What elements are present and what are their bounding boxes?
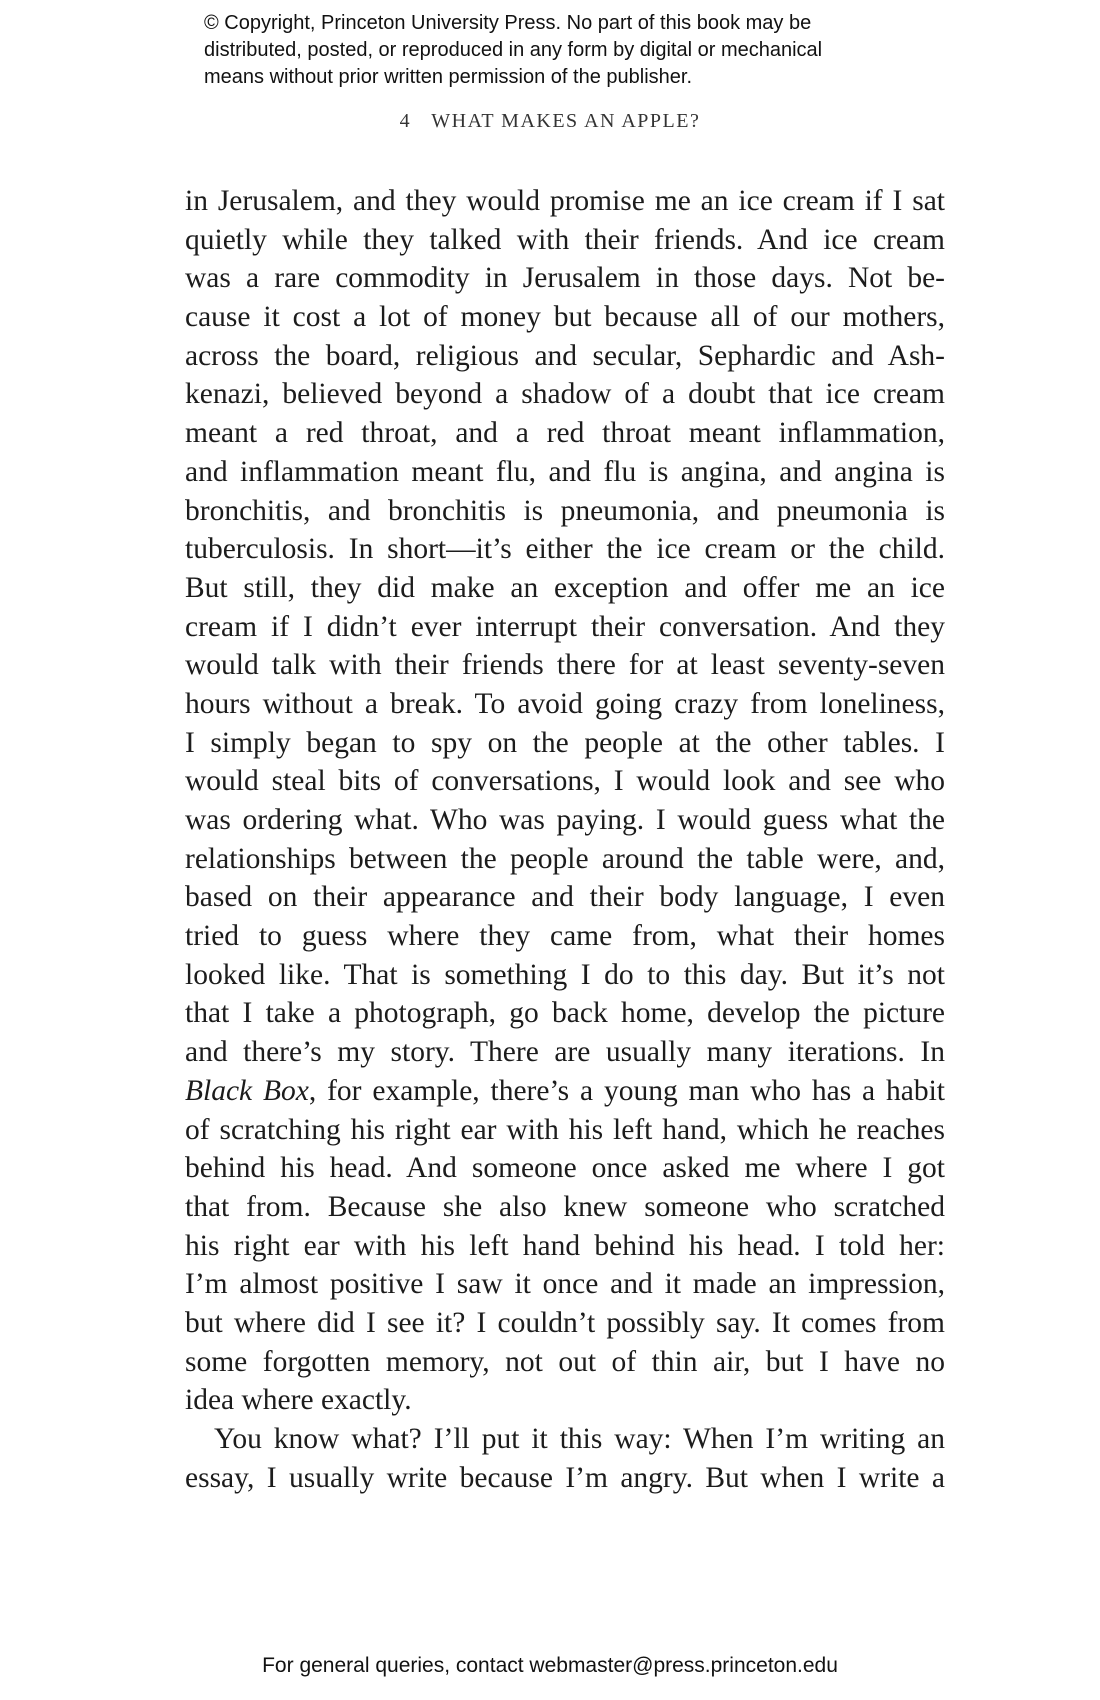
copyright-notice [204, 10, 924, 91]
footer-contact: For general queries, contact webmaster@press.princeton.edu [262, 1654, 838, 1677]
text-line: looked like. That is something I do to this day. But it’s not [185, 958, 945, 991]
text-line: was ordering what. Who was paying. I would guess what the [185, 804, 945, 836]
text-line: and there’s my story. There are usually many iterations. In [185, 1036, 945, 1069]
text-line: tried to guess where they came from, what their homes [185, 920, 945, 953]
text-line: I simply began to spy on the people at the other tables. I [185, 726, 945, 759]
text-fragment: , for example, there’s a young man who has a habit [308, 1074, 945, 1107]
text-line: of scratching his right ear with his left hand, which he reaches [185, 1113, 945, 1146]
text-line: but where did I see it? I couldn’t possibly say. It comes from [185, 1306, 945, 1339]
copyright-line: means without prior written permission of the publisher. [204, 66, 693, 88]
text-line: But still, they did make an exception and offer me an ice [185, 571, 945, 604]
text-line: tuberculosis. In short—it’s either the ice cream or the child. [185, 533, 945, 566]
text-line: that from. Because she also knew someone who scratched [185, 1190, 945, 1223]
book-title-italic: Black Box [185, 1074, 309, 1107]
copyright-line: distributed, posted, or reproduced in any form by digital or mechanical [204, 39, 823, 61]
text-line: I’m almost positive I saw it once and it made an impression, [185, 1268, 945, 1301]
paragraph-start-line: You know what? I’ll put it this way: When I’m writing an [214, 1423, 945, 1455]
text-line: would steal bits of conversations, I would look and see who [185, 765, 945, 798]
text-line: relationships between the people around the table were, and, [185, 842, 945, 875]
body-text [185, 182, 945, 1497]
text-line: that I take a photograph, go back home, develop the picture [185, 997, 945, 1030]
text-line: some forgotten memory, not out of thin air, but I have no [185, 1345, 945, 1378]
chapter-title: WHAT MAKES AN APPLE? [431, 110, 701, 132]
running-head [0, 110, 1100, 133]
text-line: cream if I didn’t ever interrupt their conversation. And they [185, 610, 945, 643]
text-line: based on their appearance and their body language, I even [185, 881, 945, 914]
text-line-with-italic [185, 1072, 945, 1111]
text-line: behind his head. And someone once asked me where I got [185, 1152, 945, 1185]
text-line: was a rare commodity in Jerusalem in those days. Not be- [185, 262, 945, 295]
page-number: 4 [399, 110, 412, 132]
text-line: his right ear with his left hand behind his head. I told her: [185, 1229, 945, 1262]
text-line: kenazi, believed beyond a shadow of a doubt that ice cream [185, 378, 945, 411]
text-line: bronchitis, and bronchitis is pneumonia, and pneumonia is [185, 494, 945, 527]
text-line: across the board, religious and secular, Sephardic and Ash- [185, 339, 945, 372]
text-line: in Jerusalem, and they would promise me an ice cream if I sat [185, 185, 945, 217]
text-line: and inflammation meant flu, and flu is angina, and angina is [185, 455, 945, 488]
copyright-line: © Copyright, Princeton University Press. No part of this book may be [204, 12, 812, 34]
text-line: meant a red throat, and a red throat meant inflammation, [185, 417, 945, 450]
text-line: quietly while they talked with their friends. And ice cream [185, 223, 945, 256]
text-line: would talk with their friends there for at least seventy-seven [185, 649, 945, 682]
text-line: cause it cost a lot of money but because all of our mothers, [185, 301, 945, 334]
text-line: hours without a break. To avoid going crazy from loneliness, [185, 687, 945, 720]
paragraph-end-line: idea where exactly. [185, 1384, 412, 1417]
text-line: essay, I usually write because I’m angry. But when I write a [185, 1461, 945, 1494]
